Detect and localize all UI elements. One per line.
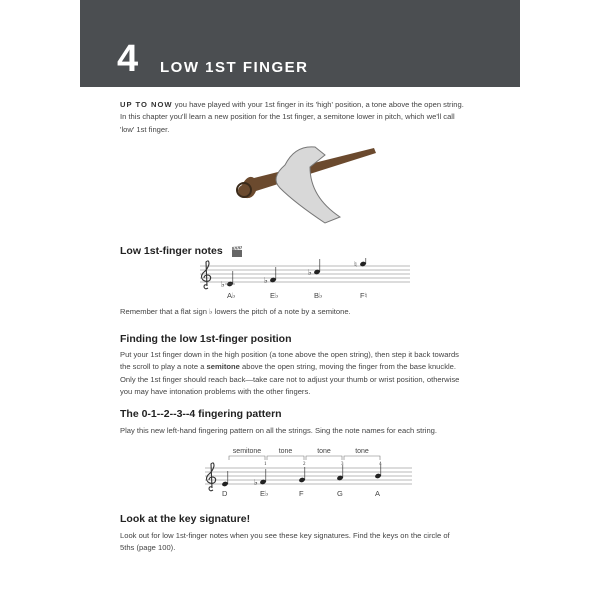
note-name: G	[337, 489, 343, 498]
section-heading-finding-position: Finding the low 1st-finger position	[120, 333, 292, 345]
intro-paragraph	[120, 99, 470, 136]
interval-bracket	[229, 456, 265, 460]
interval-label: tone	[317, 448, 331, 455]
finger-number: 3	[341, 462, 344, 467]
fingering-pattern-paragraph: Play this new left-hand fingering pattern on all the strings. Sing the note names for each string.	[120, 426, 438, 435]
bold-term: semitone	[206, 362, 240, 372]
violin-hand-illustration	[230, 140, 380, 230]
accidental: ♭	[254, 478, 258, 487]
accidental: ♭	[264, 276, 268, 285]
section-heading-fingering-pattern: The 0-1--2--3--4 fingering pattern	[120, 408, 282, 420]
interval-label: tone	[278, 448, 293, 455]
text-part: Put your 1st finger down in the high position (a tone above the open string), then step it back towards the scroll to play a note a	[120, 350, 459, 372]
section-heading-key-signature: Look at the key signature!	[120, 513, 251, 525]
accidental: ♭	[308, 268, 312, 277]
text-part: above the open string, moving the finger from the base knuckle. Only the 1st finger should reach back—take care not to adjust your thumb or wrist position, otherwise you may have intonation problems with the other fingers.	[120, 362, 460, 396]
chapter-title: LOW 1ST FINGER	[160, 59, 309, 76]
finding-position-paragraph	[120, 349, 460, 398]
interval-bracket	[267, 456, 304, 460]
flat-caption: Remember that a flat sign ♭ lowers the pitch of a note by a semitone.	[120, 307, 351, 316]
treble-clef-icon	[202, 261, 211, 289]
treble-clef-icon	[207, 463, 216, 491]
note-name: F	[299, 489, 304, 498]
note-name: A	[375, 489, 381, 498]
interval-bracket	[306, 456, 342, 460]
accidental: ♮	[354, 260, 357, 269]
note-name: F♮	[360, 291, 368, 300]
interval-label: semitone	[232, 448, 262, 455]
staff-fingering-pattern	[200, 442, 415, 502]
section-heading-low-notes: Low 1st-finger notes	[120, 245, 223, 257]
note-name: B♭	[314, 291, 323, 300]
finger-number: 2	[303, 462, 306, 467]
note-name: E♭	[270, 291, 279, 300]
finger-number: 1	[264, 462, 267, 467]
interval-bracket	[344, 456, 380, 460]
chapter-number: 4	[117, 38, 139, 80]
finger-number: 4	[379, 462, 382, 467]
intro-text: you have played with your 1st finger in its 'high' position, a tone above the open string. In this chapter you'll learn a new position for the 1st finger, a semitone lower in pitch, which we'll call 'low' 1st finger.	[120, 100, 464, 134]
note-name: E♭	[260, 489, 269, 498]
staff-low-notes	[195, 258, 415, 303]
low-notes-heading-row	[120, 245, 243, 257]
note-name: A♭	[227, 291, 236, 300]
key-signature-paragraph: Look out for low 1st-finger notes when you see these key signatures. Find the keys on the circle of 5ths (page 100).	[120, 531, 450, 553]
note-name: D	[222, 489, 228, 498]
interval-label: tone	[355, 448, 369, 455]
intro-lead: UP TO NOW	[120, 100, 173, 109]
accidental: ♭	[221, 280, 225, 289]
video-clapper-icon[interactable]	[231, 246, 243, 257]
